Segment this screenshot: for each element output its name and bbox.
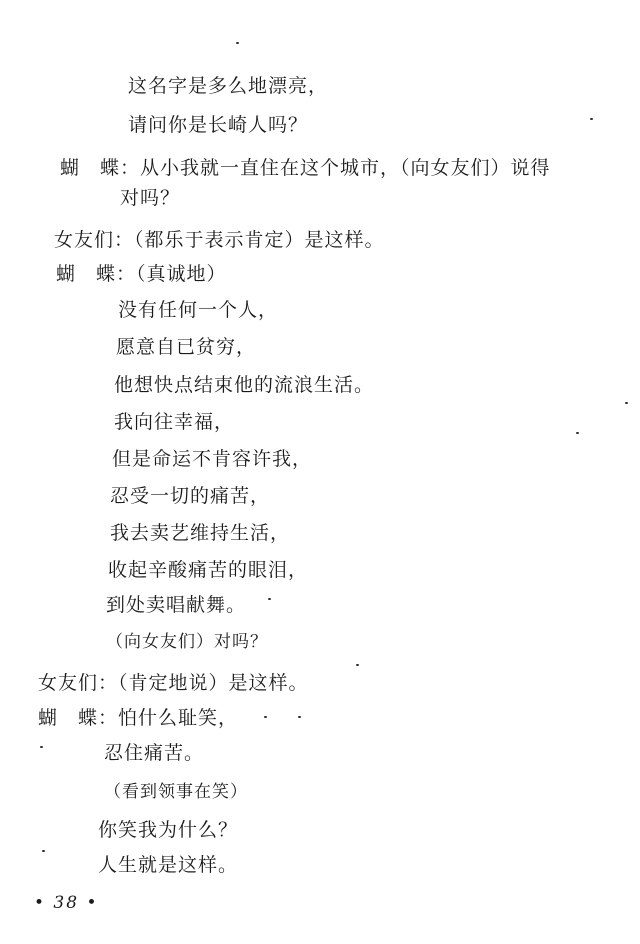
dialogue-line: （向女友们）对吗？ [106, 632, 268, 652]
scan-speck [590, 118, 593, 120]
dialogue-line: 我去卖艺维持生活， [110, 522, 291, 544]
dialogue-line: 蝴 蝶：（真诚地） [56, 263, 227, 285]
dialogue-line: 请问你是长崎人吗？ [128, 114, 309, 136]
dialogue-line: 收起辛酸痛苦的眼泪， [108, 559, 309, 581]
dialogue-line: 人生就是这样。 [98, 854, 239, 876]
dialogue-line: 到处卖唱献舞。 [106, 594, 247, 616]
scan-speck [576, 432, 579, 434]
scan-speck [236, 42, 239, 44]
page-number: • 38 • [34, 893, 99, 913]
scan-speck [42, 850, 45, 852]
dialogue-line: 他想快点结束他的流浪生活。 [114, 374, 375, 396]
dialogue-line: 对吗？ [120, 187, 181, 209]
dialogue-line: 愿意自已贫穷， [116, 336, 257, 358]
dialogue-line: 我向往幸福， [114, 411, 235, 433]
scan-speck [625, 402, 628, 404]
scan-speck [264, 716, 267, 718]
scan-speck [268, 598, 271, 600]
dialogue-line: 女友们：（肯定地说）是这样。 [38, 672, 309, 694]
dialogue-line: 忍受一切的痛苦， [110, 485, 271, 507]
scan-speck [298, 716, 301, 718]
dialogue-line: 女友们：（都乐于表示肯定）是这样。 [54, 229, 385, 251]
dialogue-line: 蝴 蝶：从小我就一直住在这个城市，（向女友们）说得 [60, 157, 551, 179]
dialogue-line: 这名字是多么地漂亮， [128, 75, 329, 97]
dialogue-line: 没有任何一个人， [118, 299, 279, 321]
dialogue-line: 忍住痛苦。 [104, 742, 205, 764]
scan-speck [40, 746, 43, 748]
dialogue-line: 蝴 蝶：怕什么耻笑， [38, 707, 239, 729]
dialogue-line: （看到领事在笑） [104, 782, 248, 802]
scan-speck [356, 664, 359, 666]
dialogue-line: 你笑我为什么？ [98, 819, 239, 841]
dialogue-line: 但是命运不肯容许我， [112, 448, 313, 470]
